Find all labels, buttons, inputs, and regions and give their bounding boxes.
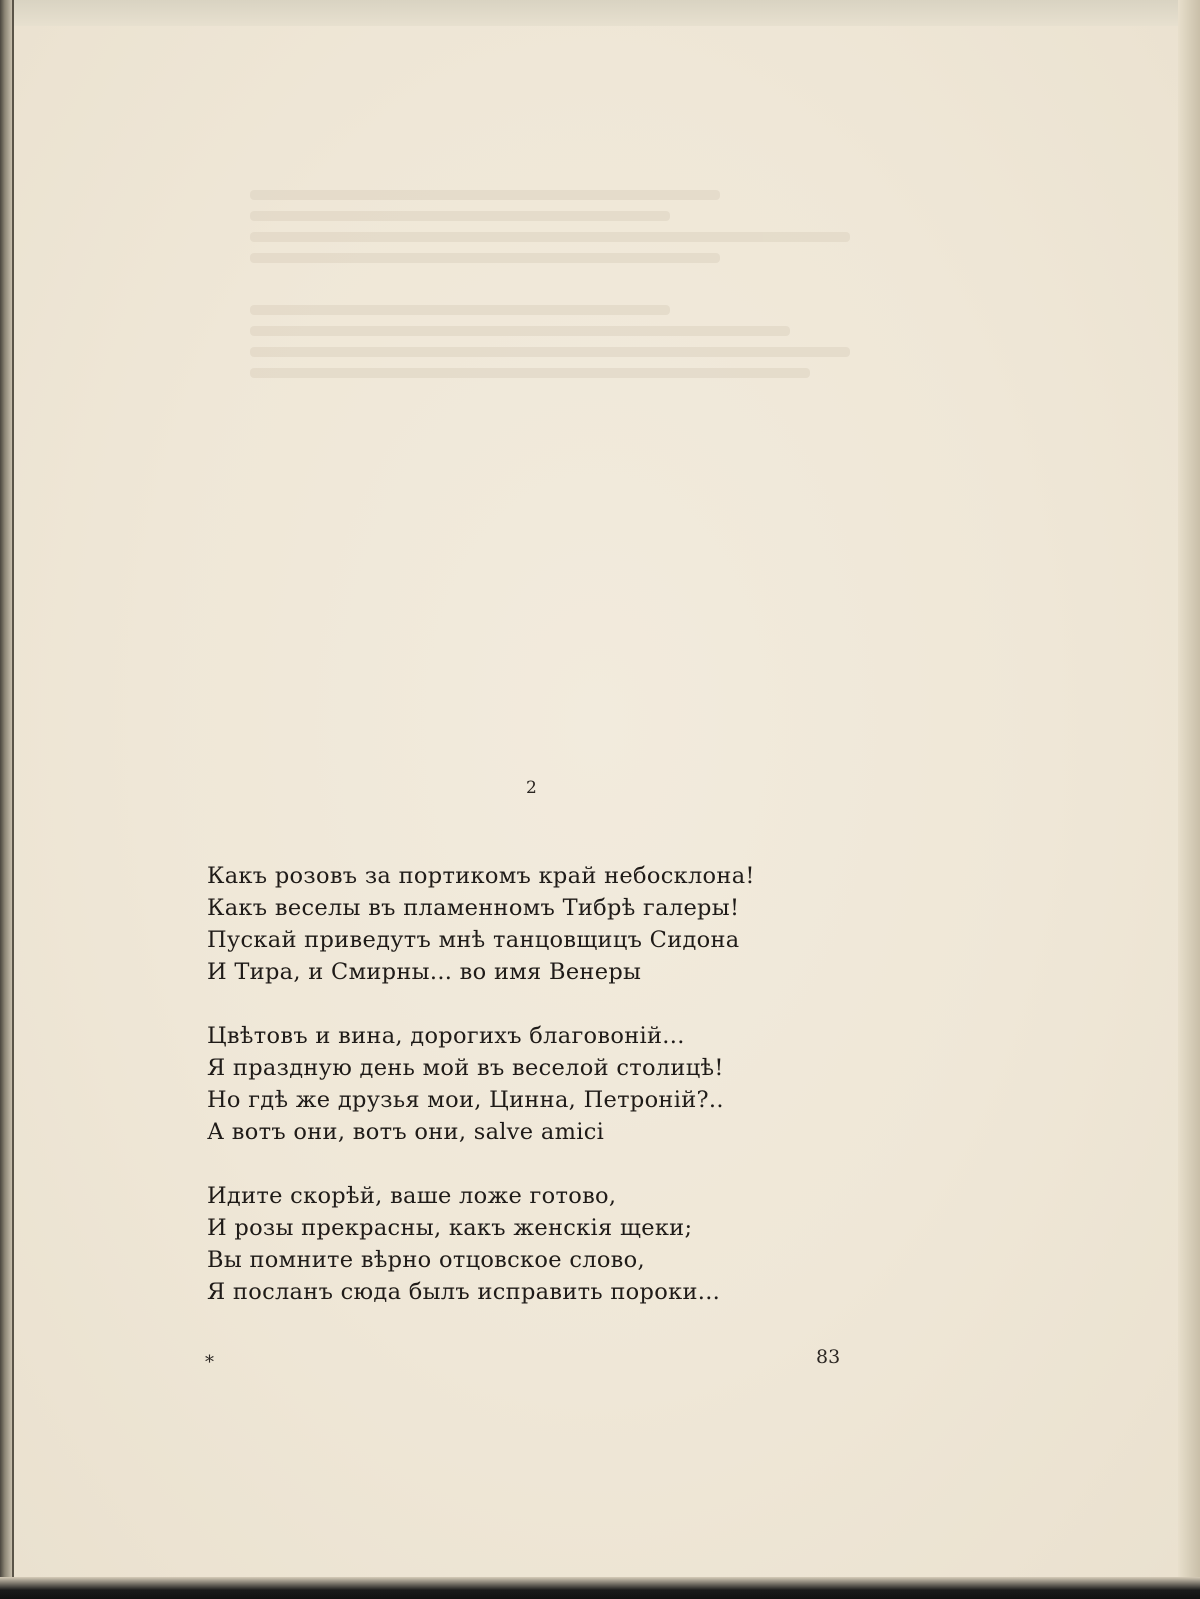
- poem-line: Вы помните вѣрно отцовское слово,: [207, 1247, 645, 1273]
- poem-line: А вотъ они, вотъ они, salve amici: [207, 1119, 605, 1145]
- page-number: 83: [816, 1346, 841, 1368]
- scan-top-edge: [0, 0, 1200, 26]
- poem-line: Какъ розовъ за портикомъ край небосклона!: [207, 863, 755, 889]
- section-number: 2: [526, 778, 537, 798]
- page-fore-edge: [1178, 0, 1200, 1599]
- poem-body: [207, 860, 755, 1340]
- stanza: [207, 1020, 755, 1148]
- poem-line: Какъ веселы въ пламенномъ Тибрѣ галеры!: [207, 895, 740, 921]
- poem-line: И розы прекрасны, какъ женскія щеки;: [207, 1215, 693, 1241]
- poem-line: Цвѣтовъ и вина, дорогихъ благовоній...: [207, 1023, 685, 1049]
- poem-line: Но гдѣ же друзья мои, Цинна, Петроній?..: [207, 1087, 724, 1113]
- scan-bottom-edge: [0, 1577, 1200, 1599]
- poem-line: Я посланъ сюда былъ исправить пороки...: [207, 1279, 721, 1305]
- poem-line: Пускай приведутъ мнѣ танцовщицъ Сидона: [207, 927, 740, 953]
- signature-mark: *: [205, 1352, 214, 1373]
- stanza: [207, 1180, 755, 1308]
- stanza: [207, 860, 755, 988]
- bleed-through-text: [250, 180, 870, 389]
- poem-line: Я праздную день мой въ веселой столицѣ!: [207, 1055, 724, 1081]
- poem-line: И Тира, и Смирны... во имя Венеры: [207, 959, 642, 985]
- poem-line: Идите скорѣй, ваше ложе готово,: [207, 1183, 617, 1209]
- gutter-line: [12, 0, 14, 1599]
